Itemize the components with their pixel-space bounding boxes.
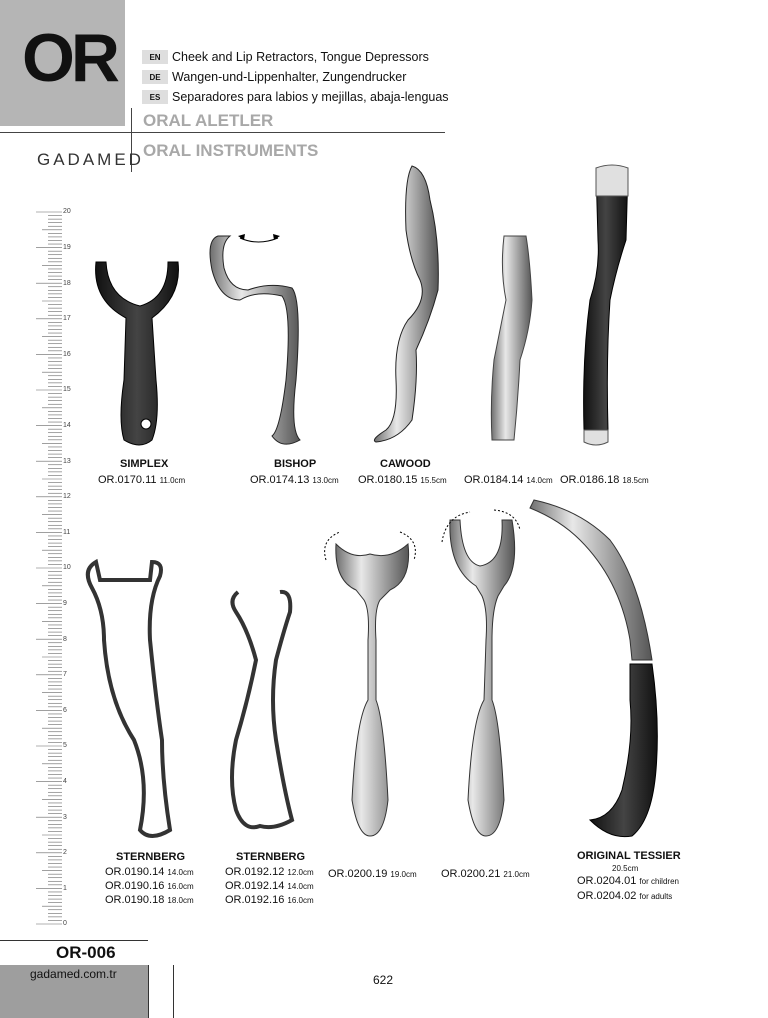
product-code: OR.0184.14	[464, 474, 524, 486]
bishop-retractor	[210, 236, 300, 444]
tessier-row	[577, 890, 672, 902]
product-code: OR.0192.16	[225, 894, 285, 906]
ruler-label: 6	[63, 707, 67, 714]
tessier-row	[577, 875, 679, 887]
ruler-label: 20	[63, 208, 71, 215]
or0184-depressor	[491, 236, 532, 440]
ruler-label: 13	[63, 458, 71, 465]
ruler-label: 1	[63, 885, 67, 892]
ruler-label: 10	[63, 564, 71, 571]
bishop-name: BISHOP	[274, 458, 317, 470]
tessier-name: ORIGINAL TESSIER	[577, 850, 681, 862]
lang-tag: DE	[142, 70, 168, 84]
simplex-name: SIMPLEX	[120, 458, 169, 470]
product-code: OR.0190.16	[105, 880, 165, 892]
ruler-label: 19	[63, 244, 71, 251]
sternberg2-row	[225, 880, 314, 892]
sternberg1-row	[105, 866, 194, 878]
page-number: 622	[373, 973, 394, 987]
product-code: OR.0192.12	[225, 866, 285, 878]
product-size: 19.0cm	[390, 870, 417, 879]
sternberg-retractor-2	[232, 592, 292, 827]
or0200-21-code-row	[441, 868, 530, 880]
product-size: 14.0cm	[526, 476, 553, 485]
ruler-label: 16	[63, 351, 71, 358]
sternberg-retractor-1	[88, 562, 170, 836]
ruler-label: 11	[63, 529, 71, 536]
product-code: OR.0170.11	[98, 474, 157, 486]
rotation-arrow-icon	[240, 238, 278, 242]
ruler-label: 7	[63, 671, 67, 678]
product-note: for adults	[639, 892, 673, 901]
or0200-21-depressor	[450, 520, 515, 836]
product-size: 14.0cm	[287, 882, 314, 891]
product-size: 14.0cm	[167, 868, 194, 877]
ruler-label: 0	[63, 920, 67, 927]
bishop-code-row	[250, 474, 339, 486]
product-size: 18.0cm	[167, 896, 194, 905]
product-code: OR.0200.21	[441, 868, 501, 880]
section-code: OR	[22, 20, 116, 96]
product-size: 21.0cm	[503, 870, 530, 879]
lang-text: Separadores para labios y mejillas, abaja-lenguas	[172, 90, 449, 104]
ruler-label: 8	[63, 636, 67, 643]
lang-tag: EN	[142, 50, 168, 64]
product-code: OR.0192.14	[225, 880, 285, 892]
product-code: OR.0174.13	[250, 474, 310, 486]
product-code: OR.0204.01	[577, 875, 637, 887]
ruler-label: 18	[63, 280, 71, 287]
product-code: OR.0180.15	[358, 474, 418, 486]
ruler-label: 3	[63, 814, 67, 821]
product-code: OR.0204.02	[577, 890, 637, 902]
ruler-label: 12	[63, 493, 71, 500]
cawood-name: CAWOOD	[380, 458, 431, 470]
sternberg1-row	[105, 894, 194, 906]
ruler-label: 9	[63, 600, 67, 607]
product-code: OR.0186.18	[560, 474, 620, 486]
logo: GADAMED	[37, 150, 144, 169]
tessier-retractor	[530, 500, 652, 660]
product-code: OR.0190.14	[105, 866, 165, 878]
sternberg2-row	[225, 894, 314, 906]
or0200-19-depressor	[336, 544, 409, 836]
footer-code: OR-006	[56, 943, 116, 962]
product-size: 11.0cm	[159, 476, 186, 485]
product-note: for children	[639, 877, 679, 886]
product-code: OR.0190.18	[105, 894, 165, 906]
footer-divider	[148, 965, 174, 1018]
ruler-label: 5	[63, 742, 67, 749]
lang-tag: ES	[142, 90, 168, 104]
sternberg1-row	[105, 880, 194, 892]
sternberg2-row	[225, 866, 314, 878]
product-size: 13.0cm	[312, 476, 339, 485]
cawood-code-row	[358, 474, 447, 486]
product-size: 12.0cm	[287, 868, 314, 877]
product-size: 18.5cm	[622, 476, 649, 485]
or0200-19-code-row	[328, 868, 417, 880]
or0186-code-row	[560, 474, 649, 486]
product-code: OR.0200.19	[328, 868, 388, 880]
sternberg2-name: STERNBERG	[236, 851, 306, 863]
cawood-retractor	[374, 166, 438, 442]
product-size: 15.5cm	[420, 476, 447, 485]
product-size: 16.0cm	[287, 896, 314, 905]
or0184-code-row	[464, 474, 553, 486]
or0186-depressor	[584, 168, 628, 430]
title-tr: ORAL ALETLER	[143, 111, 274, 130]
ruler-label: 15	[63, 386, 71, 393]
ruler-label: 17	[63, 315, 71, 322]
lang-text: Cheek and Lip Retractors, Tongue Depressors	[172, 50, 429, 64]
ruler-label: 2	[63, 849, 67, 856]
lang-text: Wangen-und-Lippenhalter, Zungendrucker	[172, 70, 407, 84]
tessier-size: 20.5cm	[612, 864, 639, 873]
footer-url[interactable]: gadamed.com.tr	[30, 967, 117, 981]
simplex-retractor	[96, 262, 179, 445]
product-size: 16.0cm	[167, 882, 194, 891]
title-en: ORAL INSTRUMENTS	[143, 141, 319, 160]
simplex-code-row	[98, 474, 185, 486]
ruler-label: 14	[63, 422, 71, 429]
ruler-label: 4	[63, 778, 67, 785]
sternberg1-name: STERNBERG	[116, 851, 186, 863]
